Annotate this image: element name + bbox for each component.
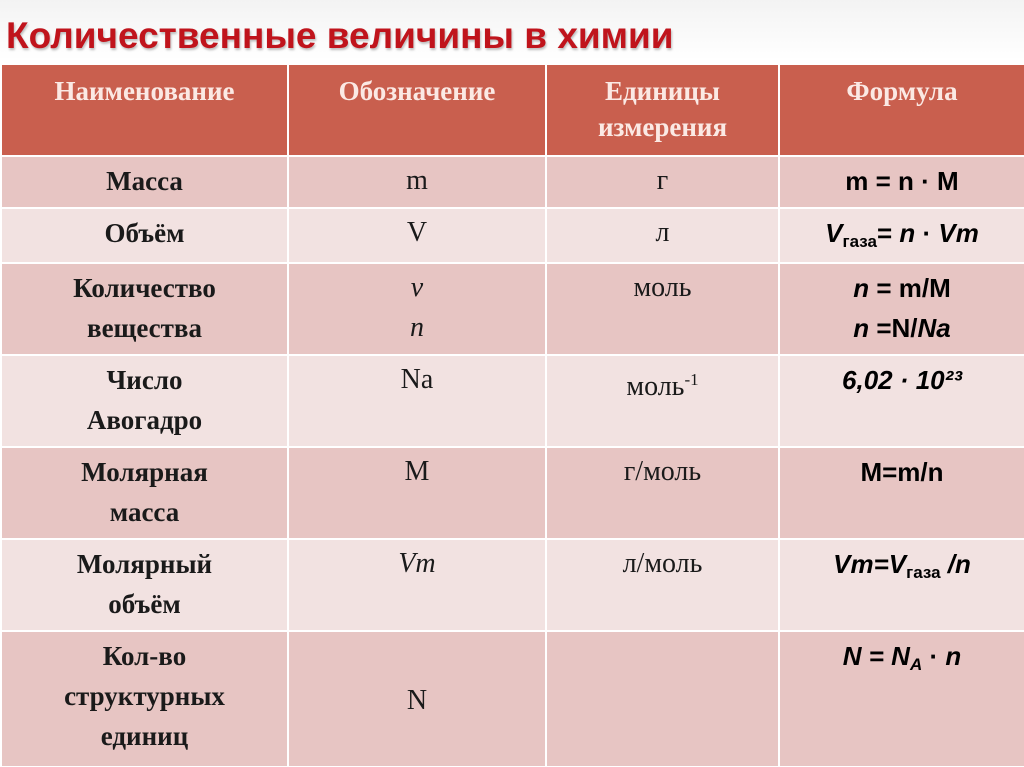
- header-units-line2: измерения: [597, 112, 728, 142]
- formula-part: n: [853, 273, 870, 303]
- formula-line: [780, 213, 1024, 262]
- header-units: [546, 64, 779, 156]
- formula-part: Vm: [938, 218, 979, 248]
- table-row: [1, 208, 1024, 263]
- formula-part: /n: [940, 549, 971, 579]
- formula-sub: газа: [842, 232, 877, 251]
- cell-name: [1, 208, 288, 263]
- cell-symbol: [288, 539, 546, 631]
- cell-name-line: Молярный: [76, 549, 213, 579]
- formula-sub: A: [909, 655, 923, 674]
- cell-symbol: [288, 447, 546, 539]
- table-row: [1, 631, 1024, 767]
- cell-name: [1, 539, 288, 631]
- table-header-row: [1, 64, 1024, 156]
- formula-part: N = N: [842, 641, 910, 671]
- cell-name-line: масса: [109, 497, 180, 527]
- cell-symbol-line: V: [406, 217, 428, 248]
- formula-line: [780, 308, 1024, 348]
- cell-symbol-line: n: [410, 312, 424, 343]
- table-row: [1, 263, 1024, 355]
- formula-part: Na: [917, 313, 951, 343]
- cell-unit: [546, 355, 779, 447]
- cell-symbol: [288, 208, 546, 263]
- cell-name-line: вещества: [86, 313, 202, 343]
- formula-line: [780, 452, 1024, 492]
- cell-unit: моль: [546, 263, 779, 355]
- cell-symbol: [288, 355, 546, 447]
- cell-name-line: структурных: [64, 681, 225, 711]
- cell-formula: [779, 447, 1024, 539]
- table-row: [1, 539, 1024, 631]
- formula-part: ²³: [944, 365, 962, 395]
- cell-symbol-line: ν: [410, 272, 424, 303]
- cell-unit: [546, 631, 779, 767]
- cell-formula: [779, 156, 1024, 208]
- formula-part: n: [945, 641, 962, 671]
- formula-part: =N/: [869, 313, 918, 343]
- formula-part: n: [853, 313, 870, 343]
- cell-symbol-line: N: [406, 685, 428, 716]
- cell-name-line: Объём: [104, 218, 185, 248]
- cell-unit: г/моль: [546, 447, 779, 539]
- formula-part: M=m/n: [860, 457, 944, 487]
- cell-formula: [779, 263, 1024, 355]
- header-units-line1: Единицы: [605, 76, 720, 106]
- cell-name-line: Масса: [106, 166, 183, 196]
- unit-exponent: -1: [684, 370, 699, 389]
- cell-symbol: [288, 156, 546, 208]
- cell-name-line: Молярная: [81, 457, 208, 487]
- cell-name-line: Авогадро: [86, 405, 203, 435]
- cell-formula: [779, 631, 1024, 767]
- formula-sub: газа: [906, 563, 941, 582]
- formula-line: [780, 161, 1024, 201]
- formula-part: ·: [915, 218, 939, 248]
- header-formula: Формула: [779, 64, 1024, 156]
- formula-part: ·: [922, 641, 946, 671]
- cell-symbol: [288, 263, 546, 355]
- formula-line: [780, 636, 1024, 685]
- cell-name: [1, 355, 288, 447]
- cell-unit: г: [546, 156, 779, 208]
- cell-name-line: Число: [106, 365, 183, 395]
- formula-part: = m/M: [869, 273, 951, 303]
- cell-symbol-line: m: [406, 165, 428, 196]
- cell-symbol: [288, 631, 546, 767]
- formula-line: [780, 268, 1024, 308]
- quantities-table: [0, 63, 1024, 767]
- cell-name: [1, 631, 288, 767]
- header-name: Наименование: [1, 64, 288, 156]
- formula-part: 6,02 · 10: [842, 365, 945, 395]
- cell-name-line: единиц: [100, 721, 189, 751]
- header-symbol: Обозначение: [288, 64, 546, 156]
- cell-symbol-line: M: [404, 456, 430, 487]
- cell-name: [1, 447, 288, 539]
- cell-unit: л/моль: [546, 539, 779, 631]
- cell-name: [1, 263, 288, 355]
- unit-text: моль: [626, 371, 685, 402]
- cell-formula: [779, 539, 1024, 631]
- formula-part: m = n · M: [845, 166, 959, 196]
- cell-formula: [779, 208, 1024, 263]
- table-row: [1, 355, 1024, 447]
- cell-unit: л: [546, 208, 779, 263]
- page-title: Количественные величины в химии: [6, 15, 674, 56]
- formula-part: n: [899, 218, 916, 248]
- cell-symbol-line: Na: [400, 364, 434, 395]
- cell-symbol-line: Vm: [398, 548, 436, 579]
- cell-formula: [779, 355, 1024, 447]
- cell-name: [1, 156, 288, 208]
- cell-name-line: Кол-во: [102, 641, 187, 671]
- formula-part: V: [825, 218, 843, 248]
- formula-part: Vm=V: [833, 549, 907, 579]
- formula-line: [780, 544, 1024, 593]
- cell-name-line: Количество: [73, 273, 216, 303]
- formula-part: =: [876, 218, 900, 248]
- table-row: [1, 156, 1024, 208]
- cell-name-line: объём: [108, 589, 181, 619]
- formula-line: [780, 360, 1024, 400]
- table-row: [1, 447, 1024, 539]
